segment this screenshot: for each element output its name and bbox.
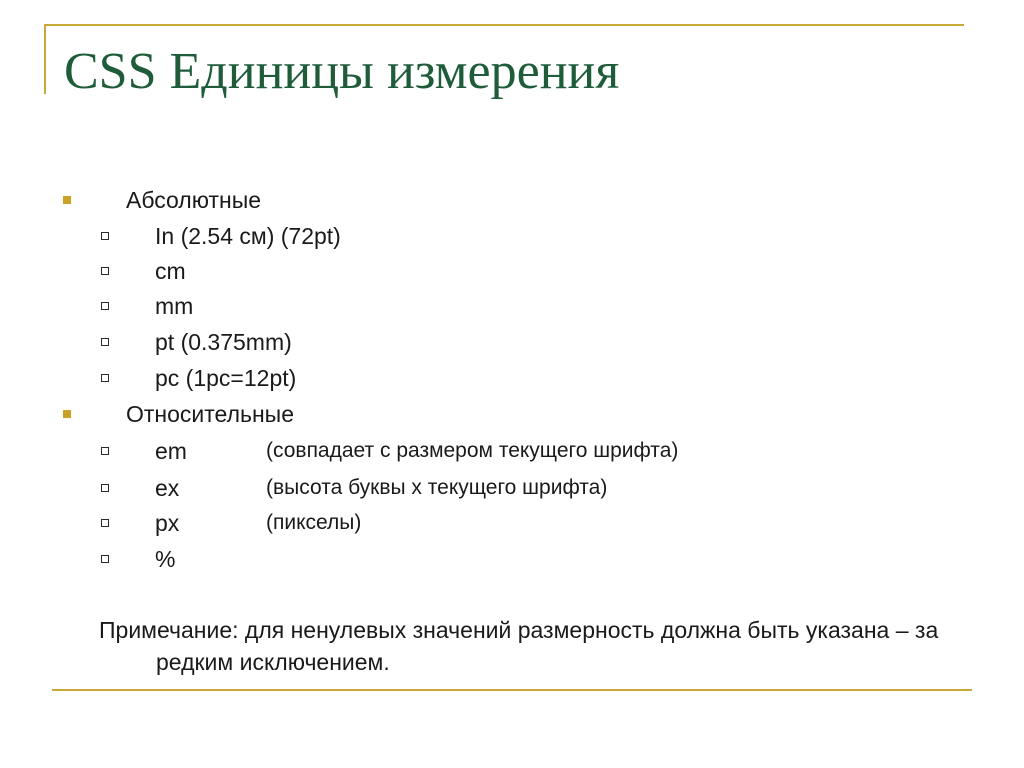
- note-text: Примечание: для ненулевых значений размерность должна быть указана – за редким исключением.: [99, 617, 939, 675]
- unit-label: mm: [155, 293, 194, 319]
- hollow-square-bullet-icon: [101, 302, 109, 310]
- square-bullet-icon: [63, 410, 71, 418]
- hollow-square-bullet-icon: [101, 484, 109, 492]
- hollow-square-bullet-icon: [101, 374, 109, 382]
- unit-label: pt (0.375mm): [155, 329, 292, 355]
- unit-label: px: [155, 510, 180, 536]
- unit-label: cm: [155, 258, 186, 284]
- unit-label: In (2.54 см) (72pt): [155, 223, 341, 249]
- section-label: Абсолютные: [126, 187, 262, 213]
- unit-label: pc (1pc=12pt): [155, 365, 297, 391]
- unit-description: (высота буквы x текущего шрифта): [266, 476, 608, 499]
- slide-title: CSS Единицы измерения: [64, 43, 620, 100]
- hollow-square-bullet-icon: [101, 519, 109, 527]
- hollow-square-bullet-icon: [101, 232, 109, 240]
- hollow-square-bullet-icon: [101, 267, 109, 275]
- hollow-square-bullet-icon: [101, 447, 109, 455]
- unit-description: (совпадает с размером текущего шрифта): [266, 439, 679, 462]
- section-label: Относительные: [126, 401, 294, 427]
- unit-description: (пикселы): [266, 511, 362, 534]
- hollow-square-bullet-icon: [101, 555, 109, 563]
- hollow-square-bullet-icon: [101, 338, 109, 346]
- unit-label: %: [155, 546, 176, 572]
- unit-label: ex: [155, 475, 180, 501]
- unit-label: em: [155, 438, 187, 464]
- square-bullet-icon: [63, 196, 71, 204]
